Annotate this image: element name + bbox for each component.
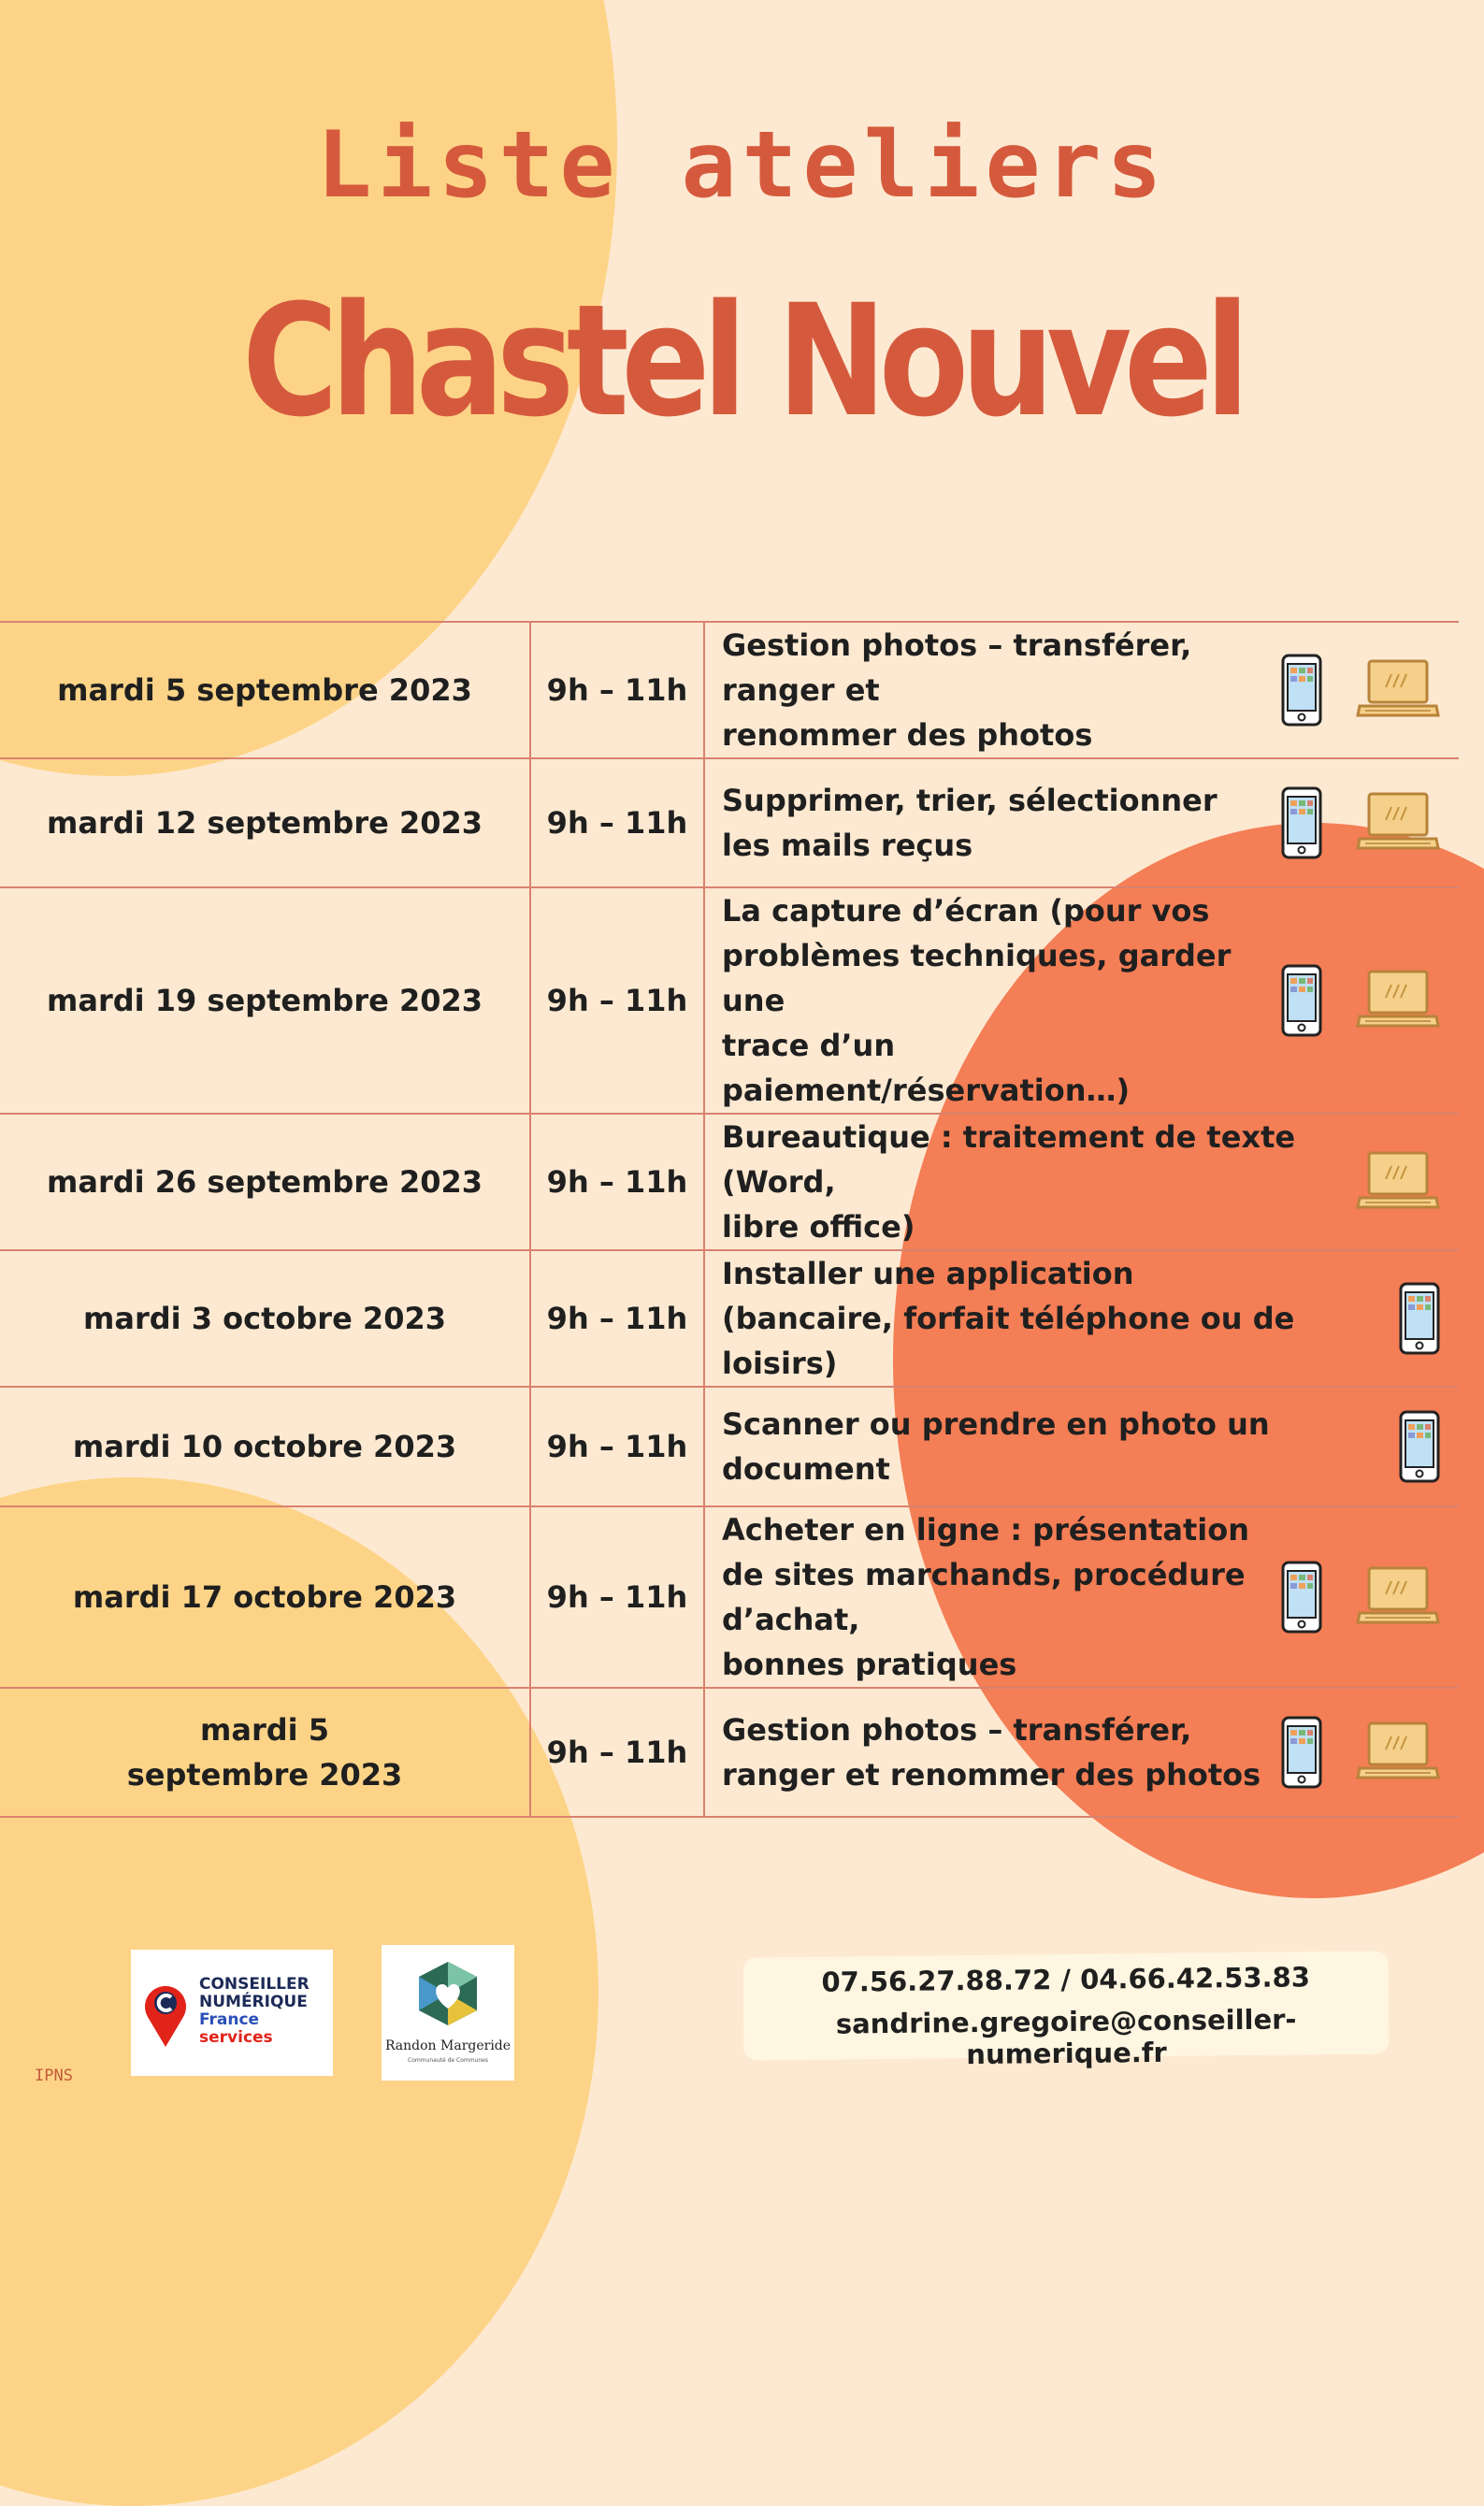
- laptop-icon: [1356, 792, 1440, 854]
- phone-icon: [1281, 964, 1322, 1037]
- workshop-date: mardi 19 septembre 2023: [0, 887, 530, 1114]
- contact-box: [742, 1951, 1389, 2071]
- workshop-date: mardi 3 octobre 2023: [0, 1250, 530, 1387]
- contact-email[interactable]: sandrine.gregoire@conseiller-numerique.fr: [835, 2003, 1297, 2071]
- workshop-topic: La capture d’écran (pour vos problèmes techniques, garder une trace d’un paiement/réservation…): [704, 887, 1459, 1114]
- workshop-topic: Gestion photos – transférer, ranger et renommer des photos: [704, 1688, 1459, 1817]
- phone-icon: [1281, 1716, 1322, 1789]
- workshop-date: mardi 12 septembre 2023: [0, 758, 530, 887]
- workshop-time: 9h – 11h: [530, 1114, 704, 1250]
- phone-icon: [1281, 1561, 1322, 1634]
- table-row: [0, 622, 1459, 758]
- phone-icon: [1399, 1410, 1440, 1483]
- contact-phones: 07.56.27.88.72 / 04.66.42.53.83: [821, 1961, 1311, 1998]
- conseiller-numerique-logo: CONSEILLER NUMÉRIQUE France services: [131, 1950, 333, 2076]
- workshop-date: mardi 10 octobre 2023: [0, 1387, 530, 1506]
- page-title: Liste ateliers: [316, 112, 1168, 219]
- laptop-icon: [1356, 1721, 1440, 1783]
- phone-icon: [1281, 654, 1322, 727]
- table-row: [0, 1688, 1459, 1817]
- workshop-date: mardi 26 septembre 2023: [0, 1114, 530, 1250]
- table-row: [0, 1387, 1459, 1506]
- workshop-time: 9h – 11h: [530, 887, 704, 1114]
- workshop-topic: Acheter en ligne : présentation de sites marchands, procédure d’achat, bonnes pratiques: [704, 1506, 1459, 1688]
- workshop-topic: Scanner ou prendre en photo un document: [704, 1387, 1459, 1506]
- table-row: [0, 1114, 1459, 1250]
- phone-icon: [1281, 786, 1322, 859]
- laptop-icon: [1356, 970, 1440, 1031]
- workshop-topic: Bureautique : traitement de texte (Word, libre office): [704, 1114, 1459, 1250]
- workshop-date: mardi 17 octobre 2023: [0, 1506, 530, 1688]
- heart-hexagon-icon: [415, 1960, 481, 2027]
- workshop-time: 9h – 11h: [530, 1506, 704, 1688]
- location-pin-icon: [142, 1972, 189, 2049]
- workshop-date: mardi 5 septembre 2023: [0, 622, 530, 758]
- table-row: [0, 1250, 1459, 1387]
- ipns-mark: IPNS: [35, 2067, 73, 2085]
- workshop-topic: Gestion photos – transférer, ranger et renommer des photos: [704, 622, 1459, 758]
- workshop-time: 9h – 11h: [530, 622, 704, 758]
- workshop-date: mardi 5 septembre 2023: [0, 1688, 530, 1817]
- laptop-icon: [1356, 659, 1440, 721]
- workshop-topic: Installer une application (bancaire, forfait téléphone ou de loisirs): [704, 1250, 1459, 1387]
- phone-icon: [1399, 1282, 1440, 1355]
- workshop-time: 9h – 11h: [530, 758, 704, 887]
- table-row: [0, 887, 1459, 1114]
- workshop-table: [0, 621, 1459, 1818]
- randon-margeride-logo: Randon Margeride Communauté de Communes: [382, 1945, 514, 2081]
- workshop-topic: Supprimer, trier, sélectionner les mails reçus: [704, 758, 1459, 887]
- workshop-time: 9h – 11h: [530, 1688, 704, 1817]
- laptop-icon: [1356, 1566, 1440, 1628]
- laptop-icon: [1356, 1151, 1440, 1213]
- table-row: [0, 758, 1459, 887]
- workshop-time: 9h – 11h: [530, 1250, 704, 1387]
- table-row: [0, 1506, 1459, 1688]
- workshop-time: 9h – 11h: [530, 1387, 704, 1506]
- location-title: Chastel Nouvel: [241, 271, 1243, 451]
